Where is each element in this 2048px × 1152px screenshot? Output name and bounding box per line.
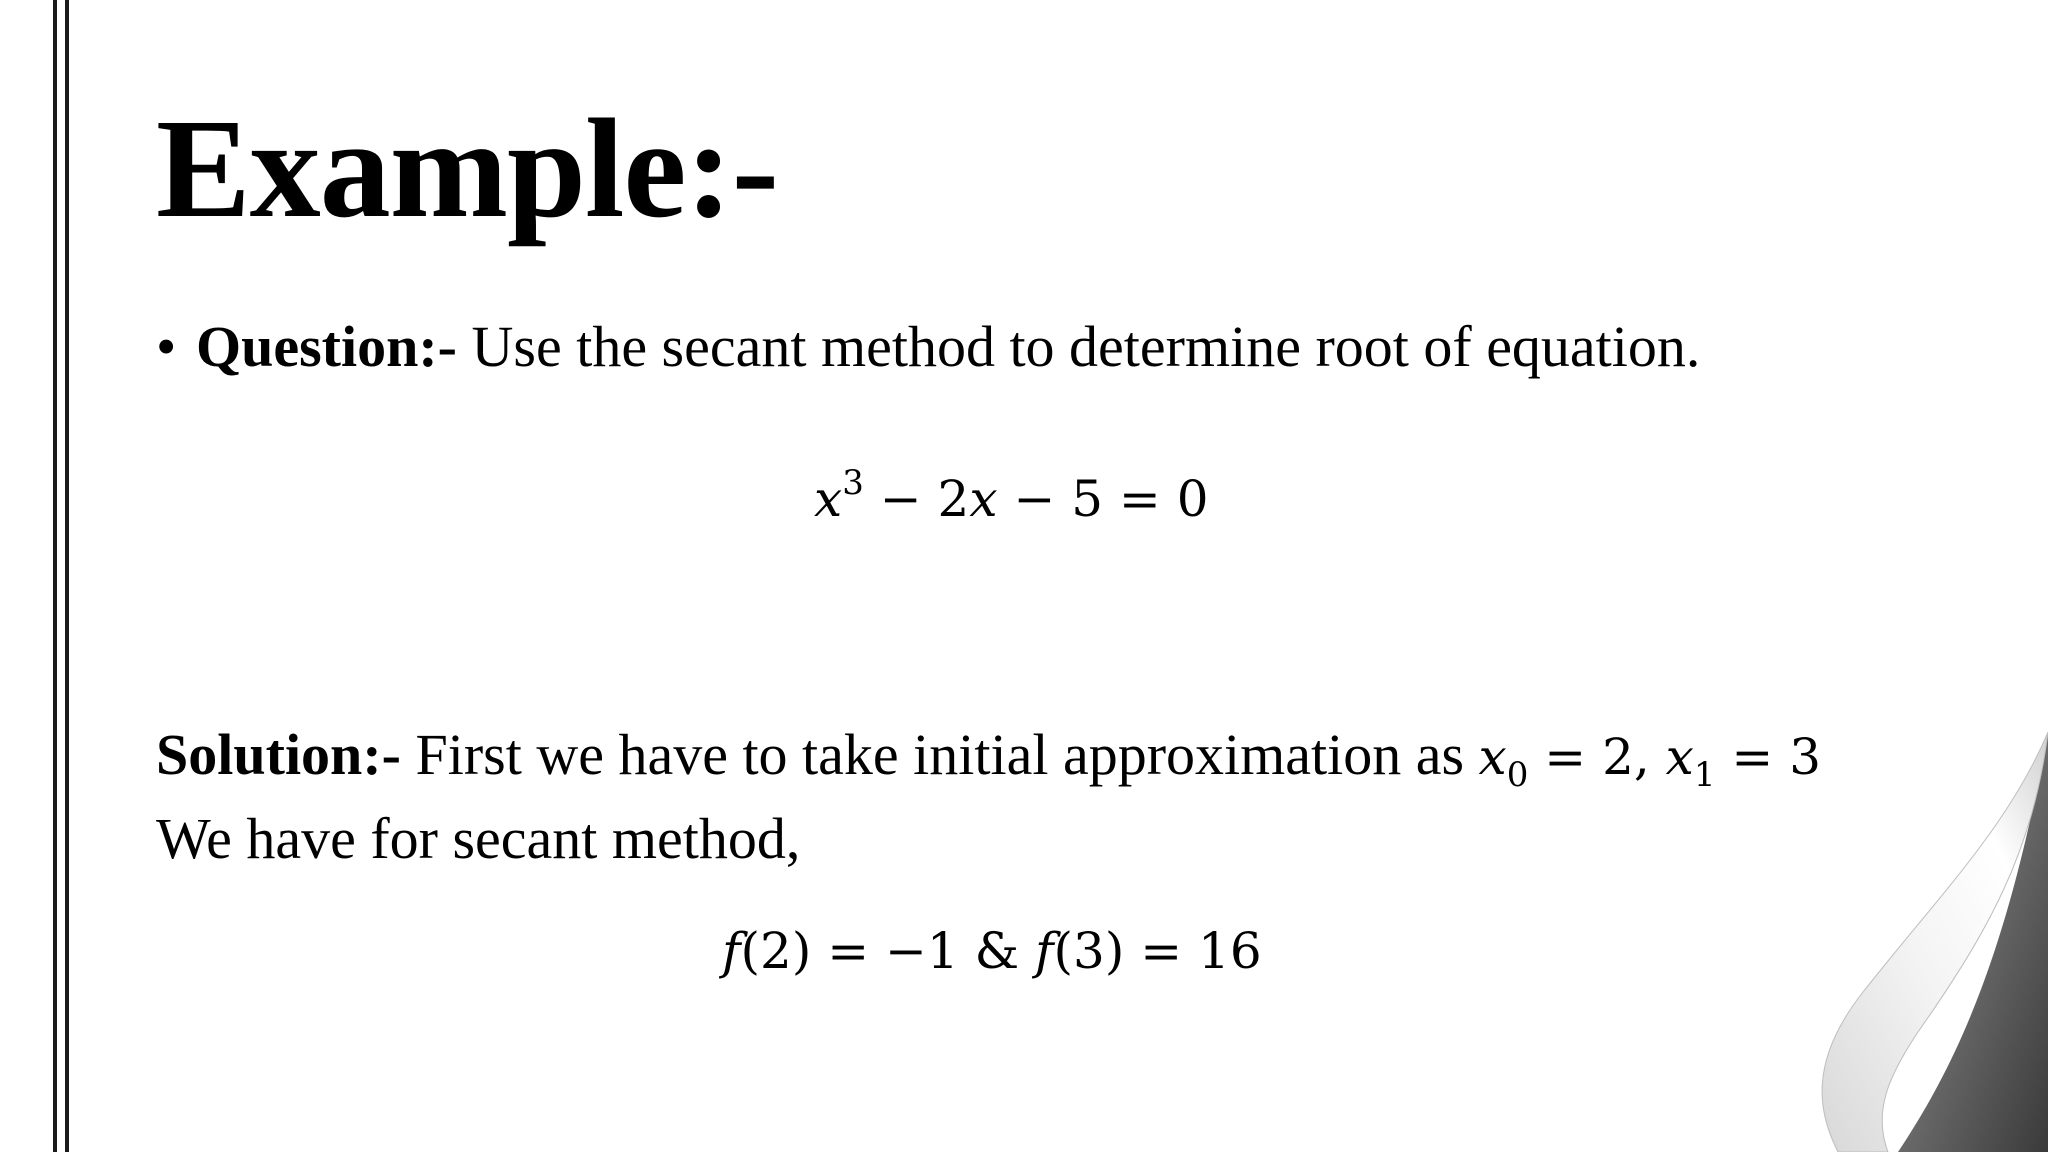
bullet-dot: • [156, 314, 177, 379]
equation-cubic [814, 464, 1209, 534]
eq1-x: x [814, 470, 843, 528]
solution-text: First we have to take initial approximation as [400, 722, 1479, 787]
eq1-tail: − 5 = 0 [997, 470, 1209, 528]
page-curl-decoration [1688, 732, 2048, 1152]
eq2-p2: (3) = 16 [1053, 922, 1262, 980]
question-label: Question:- [196, 314, 457, 379]
question-bullet [156, 312, 1700, 382]
solution-line [156, 720, 1822, 795]
x1-var: x [1665, 728, 1694, 786]
left-border-line [53, 0, 57, 1152]
eq2-f1: f [722, 922, 741, 980]
left-border-line-inner [65, 0, 69, 1152]
question-text: Use the secant method to determine root of equation. [457, 314, 1701, 379]
approx-mid: = 2, [1528, 728, 1666, 786]
eq1-exponent: 3 [842, 463, 864, 503]
solution-label: Solution:- [156, 722, 401, 787]
approx-end: = 3 [1715, 728, 1822, 786]
eq2-f2: f [1035, 922, 1054, 980]
eq2-p1: (2) = −1 & [740, 922, 1036, 980]
secant-intro-line: We have for secant method, [156, 806, 801, 871]
slide-title: Example:- [156, 89, 779, 247]
x0-var: x [1478, 728, 1507, 786]
x1-subscript: 1 [1693, 755, 1716, 795]
x0-subscript: 0 [1506, 755, 1529, 795]
eq1-rest: − 2 [863, 470, 970, 528]
eq1-x2: x [969, 470, 998, 528]
equation-function-values [722, 916, 1262, 986]
